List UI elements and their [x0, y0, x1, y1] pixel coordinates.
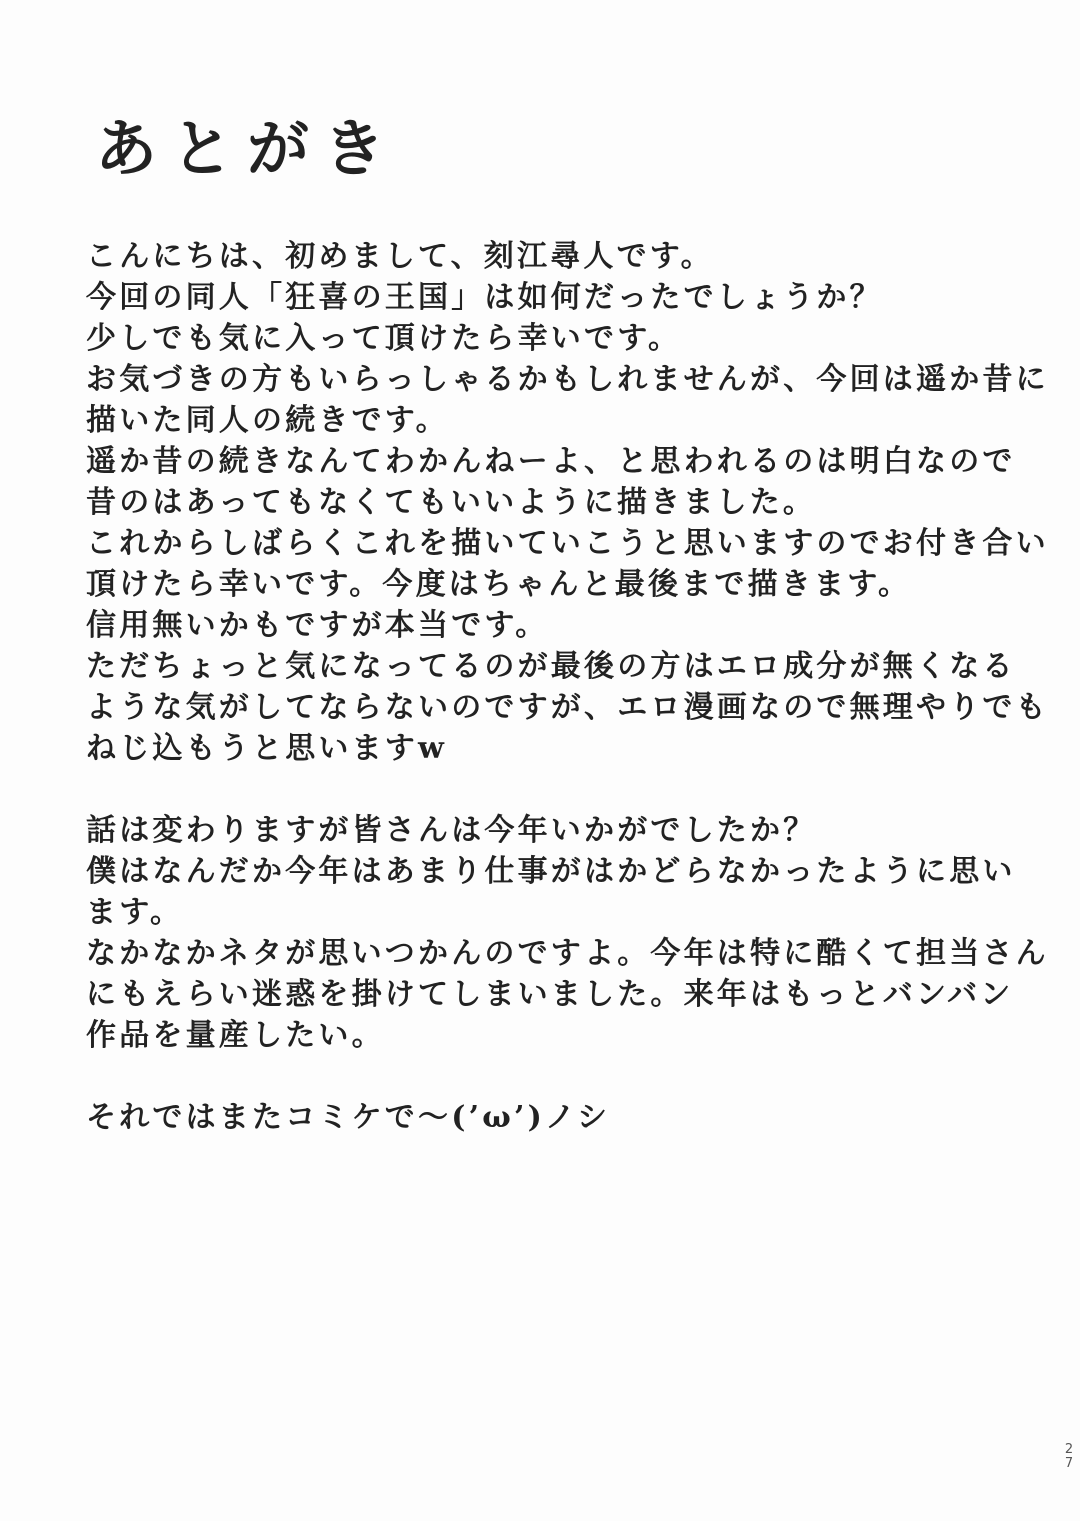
text-line: 昔のはあってもなくてもいいように描きました。 [86, 485, 817, 520]
text-line: それではまたコミケで～(’ω’)ノシ [86, 1100, 611, 1135]
text-line: ただちょっと気になってるのが最後の方はエロ成分が無くなる [86, 649, 1016, 684]
text-line: これからしばらくこれを描いていこうと思いますのでお付き合い [86, 526, 1049, 561]
text-line: 今回の同人「狂喜の王国」は如何だったでしょうか？ [86, 280, 883, 315]
afterword-body [86, 236, 1049, 1138]
text-line: 少しでも気に入って頂けたら幸いです。 [86, 321, 682, 356]
page-title: あとがき [95, 112, 400, 185]
text-line: 僕はなんだか今年はあまり仕事がはかどらなかったように思い [86, 854, 1016, 889]
text-line: ます。 [86, 895, 184, 930]
blank-line [86, 1056, 1026, 1097]
page-number [1062, 1443, 1076, 1471]
text-line: ような気がしてならないのですが、エロ漫画なので無理やりでも [86, 690, 1049, 725]
text-line: 頂けたら幸いです。今度はちゃんと最後まで描きます。 [86, 567, 912, 602]
page-number-digit: 7 [1064, 1456, 1074, 1471]
text-line: 信用無いかもですが本当です。 [86, 608, 549, 643]
text-line: お気づきの方もいらっしゃるかもしれませんが、今回は遥か昔に [86, 362, 1049, 397]
text-line: ねじ込もうと思いますw [86, 731, 448, 766]
text-line: なかなかネタが思いつかんのですよ。今年は特に酷くて担当さん [86, 936, 1049, 971]
text-line: 描いた同人の続きです。 [86, 403, 449, 438]
text-line: 作品を量産したい。 [86, 1018, 385, 1053]
text-line: こんにちは、初めまして、刻江尋人です。 [86, 239, 714, 274]
text-line: 遥か昔の続きなんてわかんねーよ、と思われるのは明白なので [86, 444, 1016, 479]
text-line: にもえらい迷惑を掛けてしまいました。来年はもっとバンバン [86, 977, 1014, 1012]
page-number-digit: 2 [1064, 1442, 1074, 1457]
blank-line [86, 769, 1026, 810]
text-line: 話は変わりますが皆さんは今年いかがでしたか？ [86, 813, 817, 848]
